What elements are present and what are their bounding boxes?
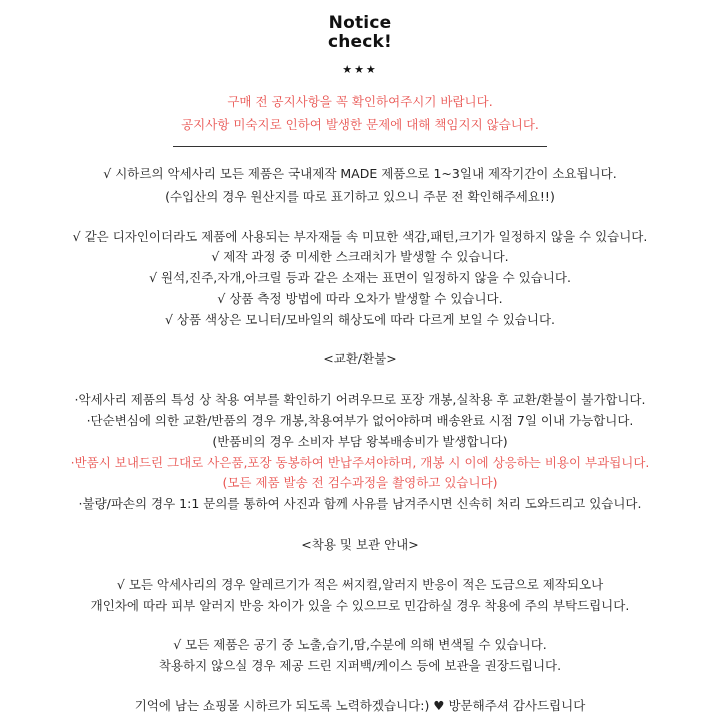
product-note-1: √ 같은 디자인이더라도 제품에 사용되는 부자재들 속 미묘한 색감,패턴,크기가 일정하지 않을 수 있습니다. — [72, 229, 648, 244]
product-note-3: √ 원석,진주,자개,아크릴 등과 같은 소재는 표면이 일정하지 않을 수 있습니다. — [149, 270, 571, 285]
warning-line-2: 공지사항 미숙지로 인하여 발생한 문제에 대해 책임지지 않습니다. — [181, 117, 539, 132]
title-line-notice: Notice — [328, 13, 392, 33]
exchange-heading: <교환/환불> — [323, 351, 397, 366]
closing-line: 기억에 남는 쇼핑몰 시하르가 되도록 노력하겠습니다:) ♥ 방문해주셔 감사드립니다 — [134, 698, 586, 713]
care-line-1: √ 모든 악세사리의 경우 알레르기가 적은 써지컬,알러지 반응이 적은 도금으로 제작되오나 — [116, 577, 604, 592]
product-note-5: √ 상품 색상은 모니터/모바일의 해상도에 따라 다르게 보일 수 있습니다. — [164, 312, 555, 327]
notice-title — [0, 14, 720, 52]
product-note-2: √ 제작 과정 중 미세한 스크래치가 발생할 수 있습니다. — [211, 249, 509, 264]
exchange-line-2: ·단순변심에 의한 교환/반품의 경우 개봉,착용여부가 없어야하며 배송완료 시점 7일 이내 가능합니다. — [86, 413, 634, 428]
care-line-4: 착용하지 않으실 경우 제공 드린 지퍼백/케이스 등에 보관을 권장드립니다. — [158, 658, 562, 673]
care-line-2: 개인차에 따라 피부 알러지 반응 차이가 있을 수 있으므로 민감하실 경우 착용에 주의 부탁드립니다. — [90, 598, 630, 613]
exchange-line-5: (모든 제품 발송 전 검수과정을 촬영하고 있습니다) — [222, 475, 498, 490]
exchange-line-4: ·반품시 보내드린 그대로 사은품,포장 동봉하여 반납주셔야하며, 개봉 시 이에 상응하는 비용이 부과됩니다. — [70, 455, 650, 470]
section-divider — [173, 146, 547, 147]
title-line-check: check! — [327, 32, 393, 52]
exchange-line-6: ·불량/파손의 경우 1:1 문의를 통하여 사진과 함께 사유를 남겨주시면 신속히 처리 도와드리고 있습니다. — [78, 496, 642, 511]
care-line-3: √ 모든 제품은 공기 중 노출,습기,땀,수분에 의해 변색될 수 있습니다. — [173, 637, 547, 652]
star-decoration: ★★★ — [342, 63, 378, 76]
intro-line-2: (수입산의 경우 원산지를 따로 표기하고 있으니 주문 전 확인해주세요!!) — [165, 189, 555, 204]
care-heading: <착용 및 보관 안내> — [301, 537, 419, 552]
warning-line-1: 구매 전 공지사항을 꼭 확인하여주시기 바랍니다. — [227, 94, 493, 109]
product-note-4: √ 상품 측정 방법에 따라 오차가 발생할 수 있습니다. — [217, 291, 503, 306]
intro-line-1: √ 시하르의 악세사리 모든 제품은 국내제작 MADE 제품으로 1~3일내 제작기간이 소요됩니다. — [103, 166, 617, 181]
exchange-line-3: (반품비의 경우 소비자 부담 왕복배송비가 발생합니다) — [212, 434, 508, 449]
exchange-line-1: ·악세사리 제품의 특성 상 착용 여부를 확인하기 어려우므로 포장 개봉,실착용 후 교환/환불이 불가합니다. — [74, 392, 646, 407]
